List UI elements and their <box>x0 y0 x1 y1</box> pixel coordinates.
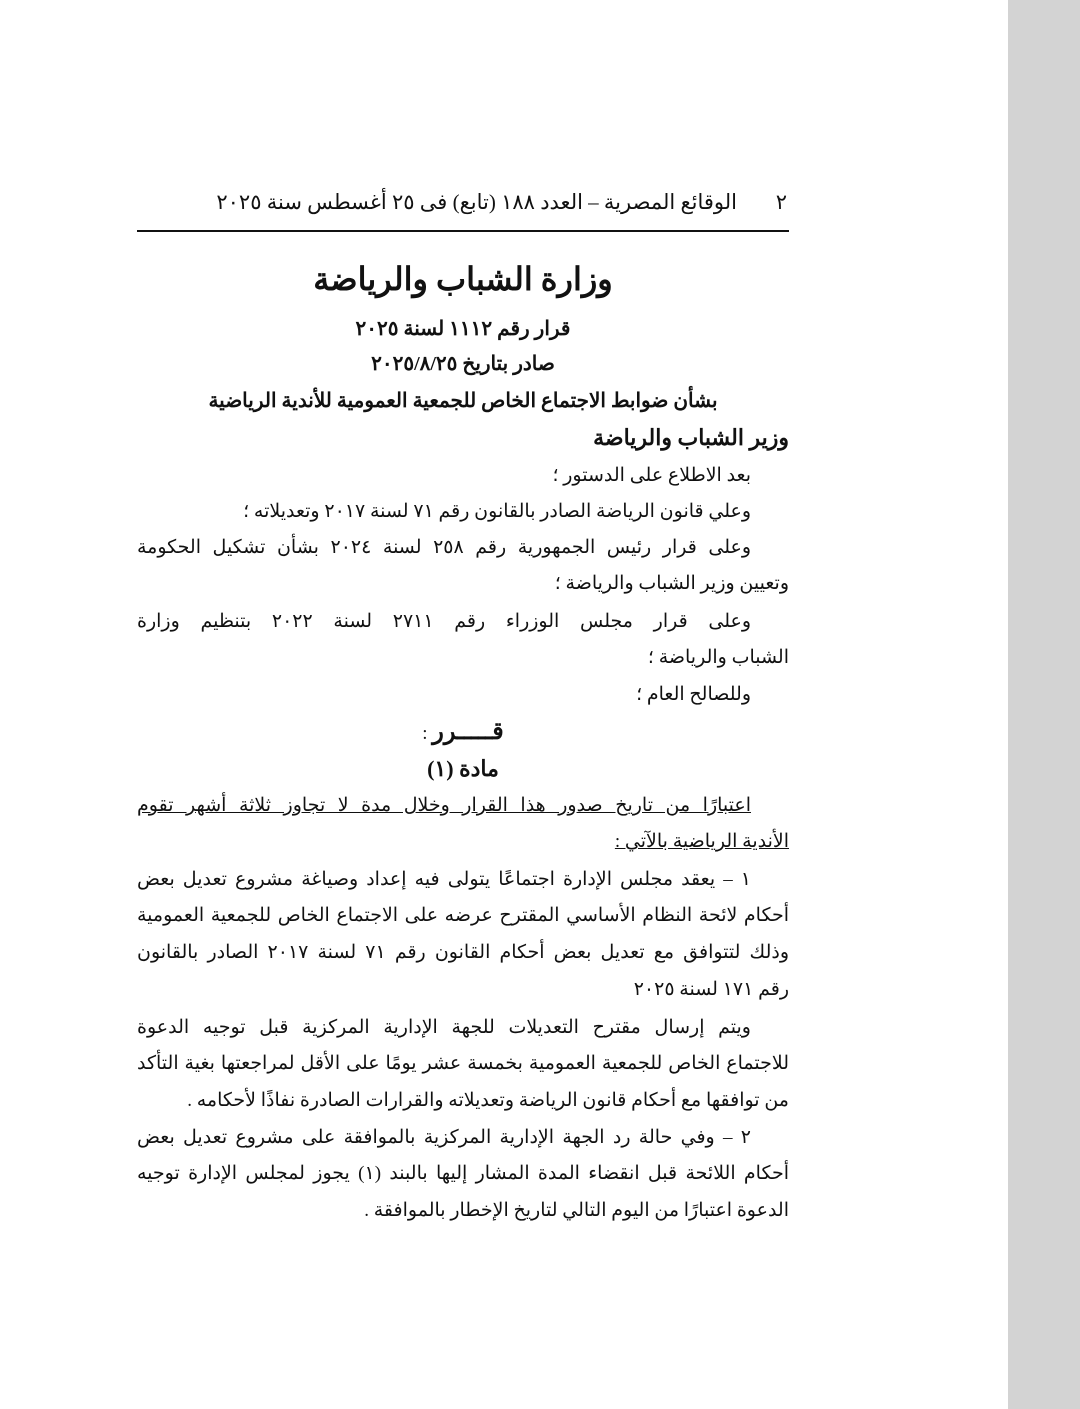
decree-number: قرار رقم ١١١٢ لسنة ٢٠٢٥ <box>355 318 571 340</box>
decree-issue-date: صادر بتاريخ ٢٠٢٥/٨/٢٥ <box>371 353 555 375</box>
clause-1-continued-line: للاجتماع الخاص للجمعية العمومية بخمسة عشر يومًا على الأقل لمراجعتها بغية التأكد <box>137 1053 789 1074</box>
preamble-line: وللصالح العام ؛ <box>636 684 751 705</box>
header-divider <box>137 230 789 232</box>
decided-word: قـــــرر <box>432 719 504 745</box>
minister-heading: وزير الشباب والرياضة <box>593 425 789 450</box>
article-title: مادة (١) <box>427 756 499 781</box>
preamble-line: وتعيين وزير الشباب والرياضة ؛ <box>554 573 789 594</box>
viewer-side-margin <box>1008 0 1080 1409</box>
clause-1-line: وذلك لتتوافق مع تعديل بعض أحكام القانون رقم ٧١ لسنة ٢٠١٧ الصادر بالقانون <box>137 942 789 963</box>
clause-1-line: ١ – يعقد مجلس الإدارة اجتماعًا يتولى فيه إعداد وصياغة مشروع تعديل بعض <box>137 869 751 890</box>
preamble-line: وعلى قرار رئيس الجمهورية رقم ٢٥٨ لسنة ٢٠٢٤ بشأن تشكيل الحكومة <box>137 537 751 558</box>
article-intro-line: الأندية الرياضية بالآتي : <box>614 831 789 852</box>
clause-2-line: الدعوة اعتبارًا من اليوم التالي لتاريخ الإخطار بالموافقة . <box>364 1200 789 1221</box>
preamble-line: الشباب والرياضة ؛ <box>647 647 789 668</box>
decided-colon: : <box>422 723 428 744</box>
preamble-line: وعلى قرار مجلس الوزراء رقم ٢٧١١ لسنة ٢٠٢٢ بتنظيم وزارة <box>137 611 751 632</box>
clause-1-continued-line: ويتم إرسال مقترح التعديلات للجهة الإدارية المركزية قبل توجيه الدعوة <box>137 1017 751 1038</box>
decided-heading <box>137 714 789 752</box>
clause-1-line: أحكام لائحة النظام الأساسي المقترح عرضه على الاجتماع الخاص للجمعية العمومية <box>137 905 789 926</box>
clause-2-line: أحكام اللائحة قبل انقضاء المدة المشار إليها بالبند (١) يجوز لمجلس الإدارة توجيه <box>137 1163 789 1184</box>
clause-1-continued-line: من توافقها مع أحكام قانون الرياضة وتعديلاته والقرارات الصادرة نفاذًا لأحكامه . <box>187 1090 789 1111</box>
running-title: الوقائع المصرية – العدد ١٨٨ (تابع) فى ٢٥ أغسطس سنة ٢٠٢٥ <box>216 190 737 214</box>
article-intro-line: اعتبارًا من تاريخ صدور هذا القرار وخلال مدة لا تجاوز ثلاثة أشهر تقوم <box>137 795 751 816</box>
clause-1-line: رقم ١٧١ لسنة ٢٠٢٥ <box>633 979 789 1000</box>
running-header <box>137 182 789 222</box>
decree-subject: بشأن ضوابط الاجتماع الخاص للجمعية العمومية للأندية الرياضية <box>208 390 718 412</box>
ministry-title: وزارة الشباب والرياضة <box>313 261 613 297</box>
preamble-line: وعلي قانون الرياضة الصادر بالقانون رقم ٧١ لسنة ٢٠١٧ وتعديلاته ؛ <box>243 501 751 522</box>
preamble-line: بعد الاطلاع على الدستور ؛ <box>552 465 751 486</box>
page-number: ٢ <box>775 190 787 214</box>
clause-2-line: ٢ – وفي حالة رد الجهة الإدارية المركزية بالموافقة على مشروع تعديل بعض <box>137 1127 751 1148</box>
